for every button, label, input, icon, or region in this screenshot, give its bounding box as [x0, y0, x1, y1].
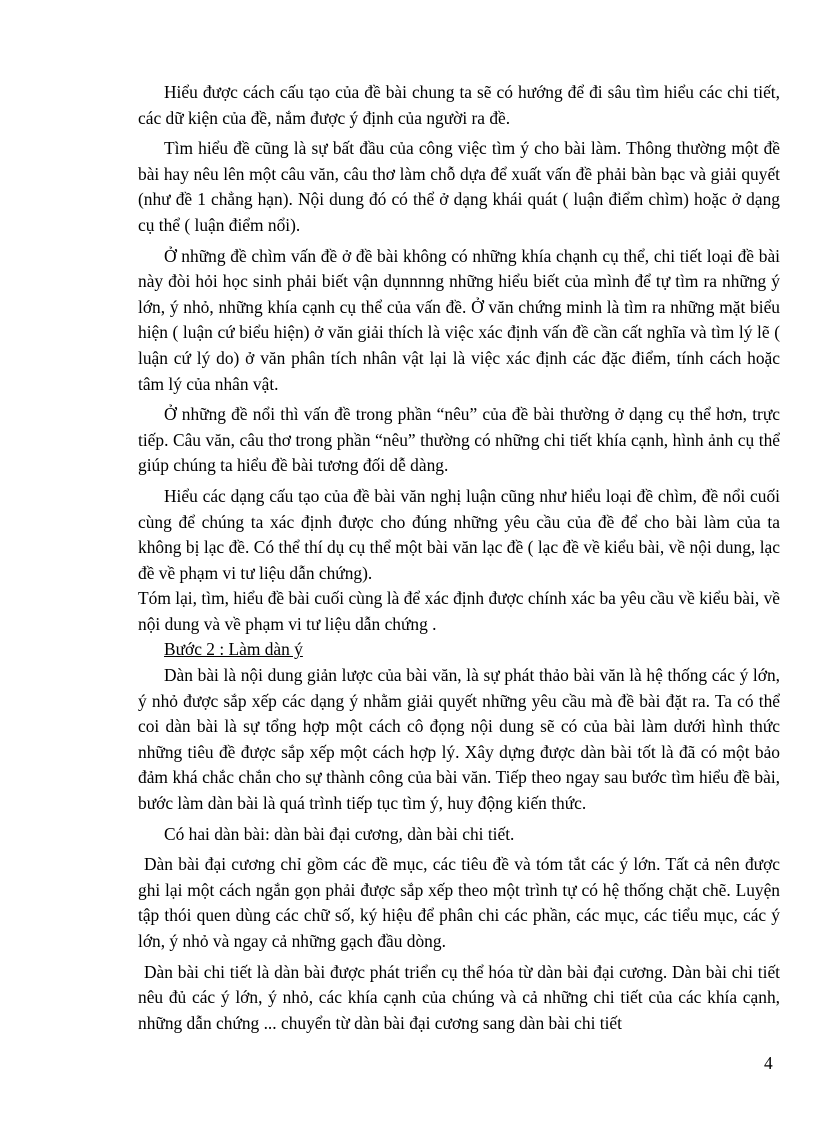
section-heading-step-2: Bước 2 : Làm dàn ý [164, 639, 303, 660]
paragraph-general-outline: Dàn bài đại cương chỉ gồm các đề mục, các tiêu đề và tóm tắt các ý lớn. Tất cả nên được ghi lại một cách ngắn gọn phải được sắp xếp theo một trình tự có hệ thống chặt chẽ. Luyện tập thói quen dùng các chữ số, ký hiệu để phân chi các phần, các mục, các tiểu mục, các ý lớn, ý nhỏ và ngay cả những gạch đầu dòng. [138, 854, 780, 951]
paragraph-hidden-topics: Ở những đề chìm vấn đề ở đề bài không có những khía chạnh cụ thể, chi tiết loại đề bài này đòi hỏi học sinh phải biết vận dụnnnng những hiểu biết của mình để tự tìm ra những ý lớn, ý nhỏ, những khía cạnh cụ thể của vấn đề. Ở văn chứng minh là tìm ra những mặt biểu hiện ( luận cứ biểu hiện) ở văn giải thích là việc xác định vấn đề cần cất nghĩa và tìm lý lẽ ( luận cứ lý do) ở văn phân tích nhân vật lại là việc xác định các đặc điểm, tính cách hoặc tâm lý của nhân vật. [138, 245, 780, 394]
body-text [138, 80, 780, 1036]
paragraph-off-topic: Hiểu các dạng cấu tạo của đề bài văn nghị luận cũng như hiểu loại đề chìm, đề nổi cuối cùng để chúng ta xác định được cho đúng những yêu cầu của đề để cho bài làm của ta không bị lạc đề. Có thể thí dụ cụ thể một bài văn lạc đề ( lạc đề về kiểu bài, về nội dung, lạc đề về phạm vi tư liệu dẫn chứng). [138, 485, 780, 583]
page-number: 4 [764, 1053, 773, 1073]
paragraph-outline-types: Có hai dàn bài: dàn bài đại cương, dàn bài chi tiết. [164, 823, 515, 844]
paragraph-summary: Tóm lại, tìm, hiểu đề bài cuối cùng là để xác định được chính xác ba yêu cầu về kiểu bài, về nội dung và về phạm vi tư liệu dẫn chứng . [138, 588, 780, 634]
paragraph-detailed-outline: Dàn bài chi tiết là dàn bài được phát triển cụ thể hóa từ dàn bài đại cương. Dàn bài chi tiết nêu đủ các ý lớn, ý nhỏ, các khía cạnh của chúng và cả những chi tiết của các khía cạnh, những dẫn chứng ... chuyển từ dàn bài đại cương sang dàn bài chi tiết [138, 961, 780, 1033]
paragraph-outline-definition: Dàn bài là nội dung giản lược của bài văn, là sự phát thảo bài văn là hệ thống các ý lớn, ý nhỏ được sắp xếp các dạng ý nhằm giải quyết những yêu cầu mà đề bài đặt ra. Ta có thể coi dàn bài là sự tổng hợp một cách cô đọng nội dung sẽ có của bài làm dưới hình thức những tiêu đề được sắp xếp một cách hợp lý. Xây dựng được dàn bài tốt là đã có một bảo đảm khá chắc chắn cho sự thành công của bài văn. Tiếp theo ngay sau bước tìm hiểu đề bài, bước làm dàn bài là quá trình tiếp tục tìm ý, huy động kiến thức. [138, 665, 780, 814]
paragraph-structure-understanding: Hiểu được cách cấu tạo của đề bài chung ta sẽ có hướng để đi sâu tìm hiểu các chi tiết, các dữ kiện của đề, nắm được ý định của người ra đề. [138, 82, 780, 128]
paragraph-topic-analysis: Tìm hiểu đề cũng là sự bất đầu của công việc tìm ý cho bài làm. Thông thường một đề bài hay nêu lên một câu văn, câu thơ làm chỗ dựa để xuất vấn đề phải bàn bạc và giải quyết (như đề 1 chẳng hạn). Nội dung đó có thể ở dạng khái quát ( luận điểm chìm) hoặc ở dạng cụ thể ( luận điểm nổi). [138, 138, 780, 235]
paragraph-explicit-topics: Ở những đề nổi thì vấn đề trong phần “nêu” của đề bài thường ở dạng cụ thể hơn, trực tiếp. Câu văn, câu thơ trong phần “nêu” thường có những chi tiết khía cạnh, hình ảnh cụ thể giúp chúng ta hiểu đề bài tương đối dễ dàng. [138, 404, 780, 476]
